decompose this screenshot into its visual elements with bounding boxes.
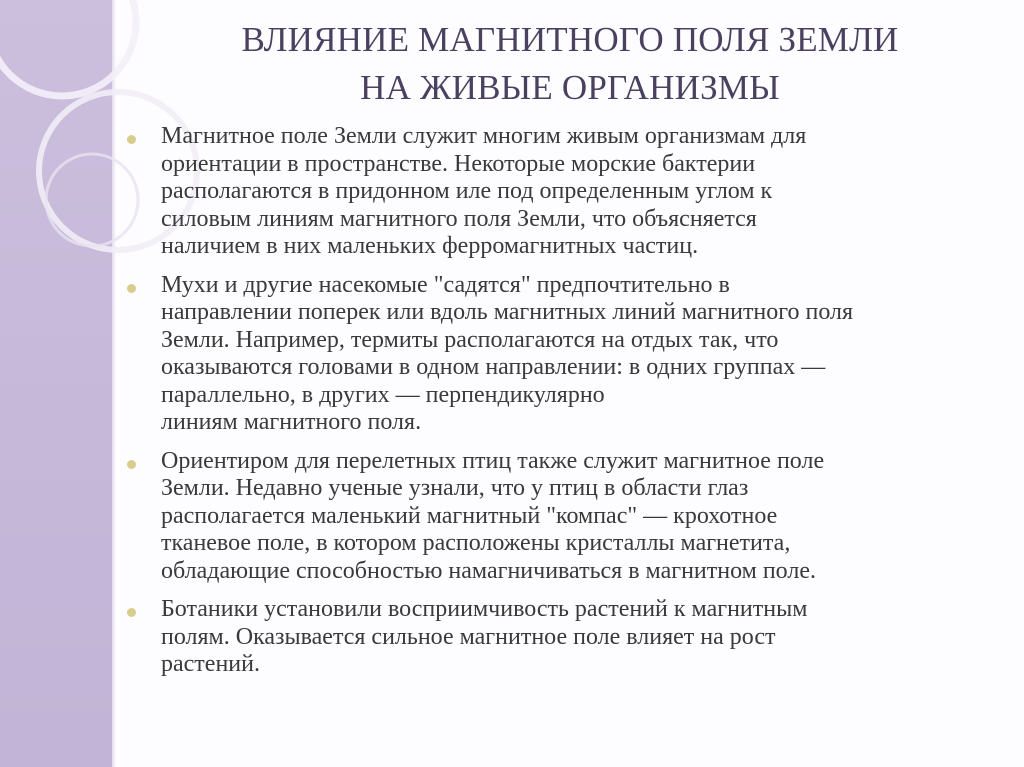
bullet-text: Мухи и другие насекомые "садятся" предпочтительно в направлении поперек или вдоль магнитных линий магнитного поля Земли. Например, термиты располагаются на отдых так, что оказываются головами в одном направлении: в одних группах — параллельно, в других — перпендикулярно линиям магнитного поля. — [161, 271, 854, 435]
decor-circle-small — [46, 154, 138, 246]
bullet-item — [126, 272, 1006, 437]
bullet-item — [126, 448, 1006, 586]
bullet-text: Ботаники установили восприимчивость растений к магнитным полям. Оказывается сильное магнитное поле влияет на рост растений. — [161, 596, 808, 677]
bullet-item — [126, 596, 1006, 679]
bullet-dot-icon — [127, 460, 136, 469]
bullet-dot-icon — [127, 608, 136, 617]
bullet-dot-icon — [127, 135, 136, 144]
bullet-text: Магнитное поле Земли служит многим живым организмам для ориентации в пространстве. Некоторые морские бактерии располагаются в придонном иле под определенным углом к силовым линиям магнитного поля Земли, что объясняется наличием в них маленьких ферромагнитных частиц. — [161, 123, 807, 259]
slide-title — [140, 16, 1000, 112]
bullet-dot-icon — [127, 284, 136, 293]
slide-title-line-1: ВЛИЯНИЕ МАГНИТНОГО ПОЛЯ ЗЕМЛИ — [241, 20, 899, 59]
slide-title-line-2: НА ЖИВЫЕ ОРГАНИЗМЫ — [360, 68, 780, 107]
bullet-text: Ориентиром для перелетных птиц также служит магнитное поле Земли. Недавно ученые узнали, что у птиц в области глаз располагается маленький магнитный "компас" — крохотное тканевое поле, в котором расположены кристаллы магнетита, обладающие способностью намагничиваться в магнитном поле. — [161, 447, 825, 584]
bullet-item — [126, 123, 1006, 261]
decor-circle-large — [0, 0, 136, 96]
bullet-list — [126, 123, 1006, 690]
